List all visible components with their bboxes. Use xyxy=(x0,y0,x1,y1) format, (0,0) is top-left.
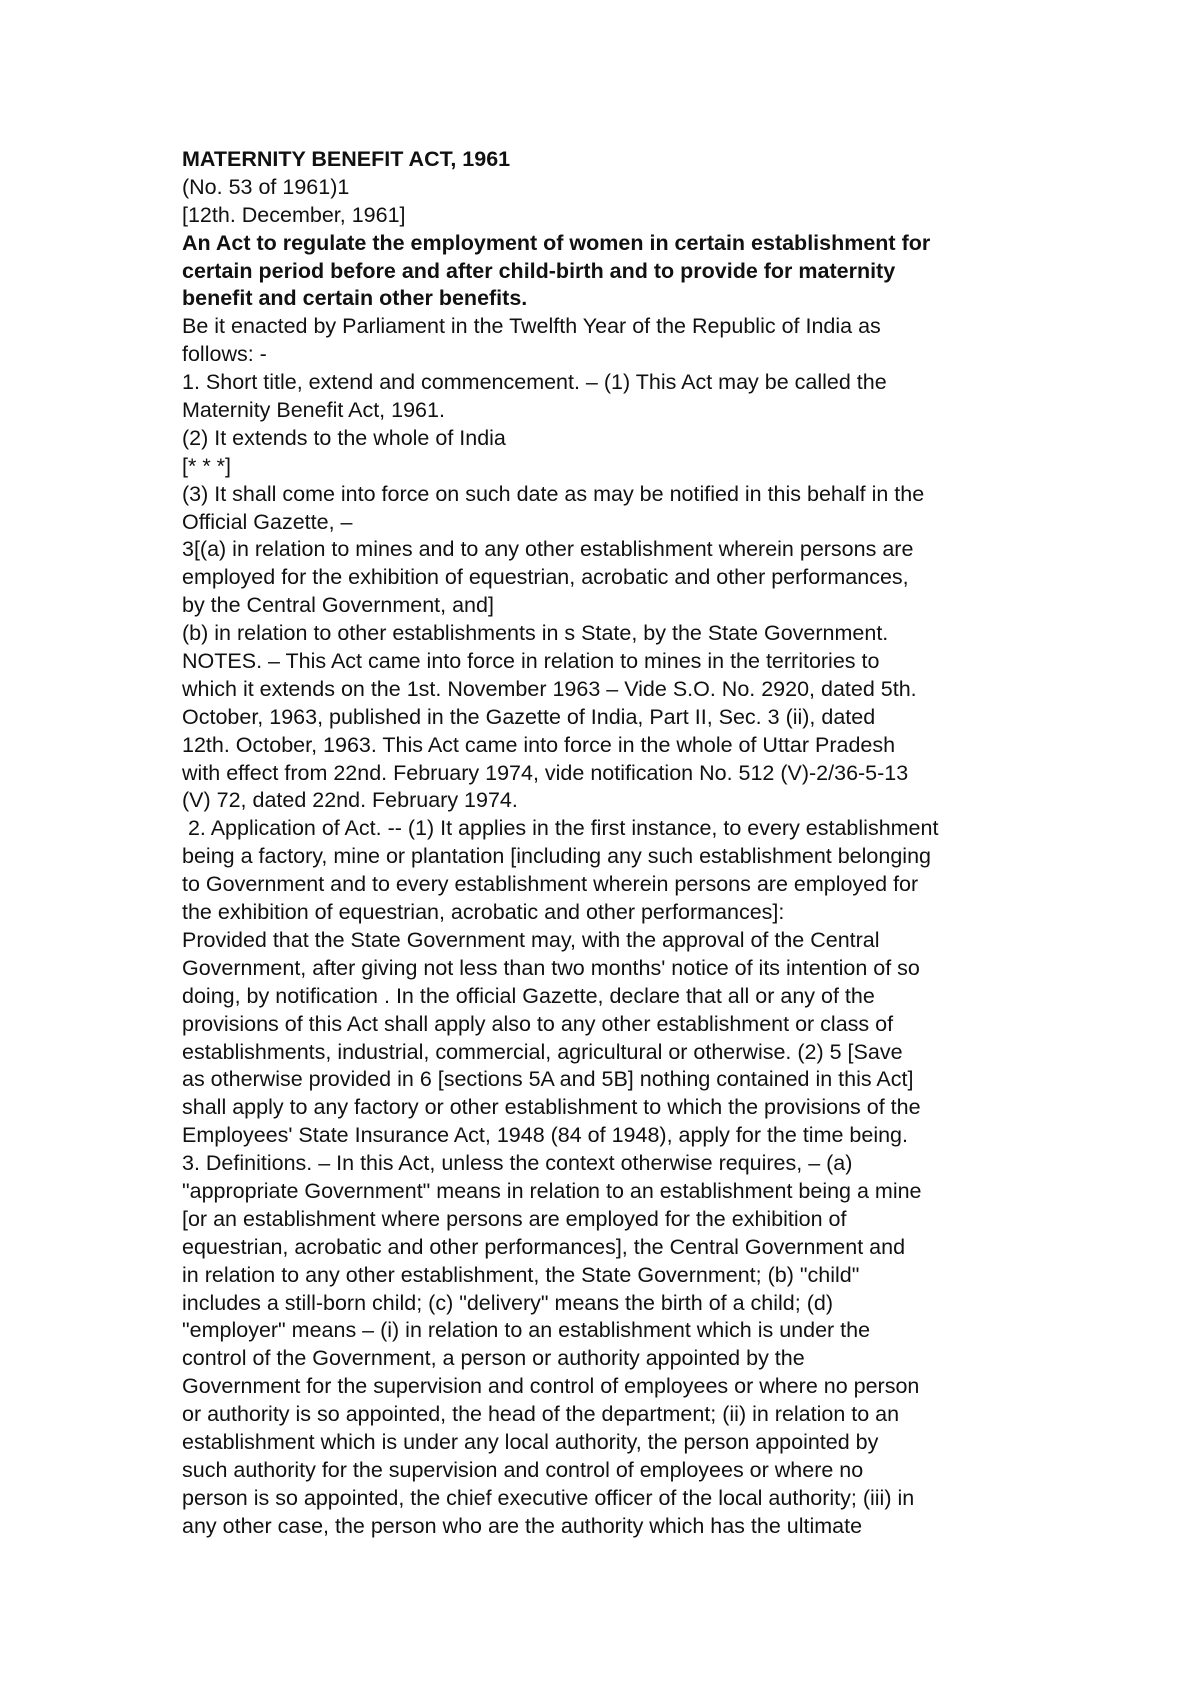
body-text-line: establishment which is under any local authority, the person appointed by xyxy=(182,1429,879,1454)
body-text-line: 3. Definitions. – In this Act, unless the context otherwise requires, – (a) xyxy=(182,1151,853,1176)
body-text-line: 1. Short title, extend and commencement. – (1) This Act may be called the xyxy=(182,370,887,395)
body-text-line: [* * *] xyxy=(182,453,231,478)
body-text-line: Provided that the State Government may, with the approval of the Central xyxy=(182,927,880,952)
body-text-line: Official Gazette, – xyxy=(182,509,353,534)
document-title: MATERNITY BENEFIT ACT, 1961 xyxy=(182,147,511,171)
long-title-line: benefit and certain other benefits. xyxy=(182,286,528,311)
body-text-line: Maternity Benefit Act, 1961. xyxy=(182,398,445,423)
long-title-line: An Act to regulate the employment of women in certain establishment for xyxy=(182,230,931,255)
body-text-line: 12th. October, 1963. This Act came into force in the whole of Uttar Pradesh xyxy=(182,732,896,757)
body-text-line: "employer" means – (i) in relation to an establishment which is under the xyxy=(182,1318,871,1343)
body-text-line: control of the Government, a person or authority appointed by the xyxy=(182,1346,805,1371)
body-text-line: provisions of this Act shall apply also to any other establishment or class of xyxy=(182,1011,894,1036)
body-text-line: (b) in relation to other establishments in s State, by the State Government. xyxy=(182,621,889,646)
body-text-line: the exhibition of equestrian, acrobatic and other performances]: xyxy=(182,900,785,925)
body-text-line: Be it enacted by Parliament in the Twelfth Year of the Republic of India as xyxy=(182,314,881,339)
body-text-line: by the Central Government, and] xyxy=(182,593,494,618)
body-text-line: Employees' State Insurance Act, 1948 (84 of 1948), apply for the time being. xyxy=(182,1123,908,1148)
body-text-line: (2) It extends to the whole of India xyxy=(182,425,506,450)
body-text-line: follows: - xyxy=(182,342,267,367)
body-text-line: "appropriate Government" means in relation to an establishment being a mine xyxy=(182,1178,922,1203)
body-text-line: NOTES. – This Act came into force in relation to mines in the territories to xyxy=(182,649,880,674)
body-text-line: shall apply to any factory or other establishment to which the provisions of the xyxy=(182,1095,921,1120)
body-text-line: establishments, industrial, commercial, agricultural or otherwise. (2) 5 [Save xyxy=(182,1039,903,1064)
body-text-line: [or an establishment where persons are employed for the exhibition of xyxy=(182,1206,847,1231)
body-text-line: (3) It shall come into force on such date as may be notified in this behalf in the xyxy=(182,481,925,506)
body-text-line: October, 1963, published in the Gazette of India, Part II, Sec. 3 (ii), dated xyxy=(182,704,876,729)
body-text-line: Government for the supervision and control of employees or where no person xyxy=(182,1374,920,1399)
body-text-line: employed for the exhibition of equestrian, acrobatic and other performances, xyxy=(182,565,909,590)
body-text-line: being a factory, mine or plantation [including any such establishment belonging xyxy=(182,844,931,869)
document-page xyxy=(182,146,1062,1541)
body-text-line: 3[(a) in relation to mines and to any other establishment wherein persons are xyxy=(182,537,914,562)
body-text-line: any other case, the person who are the authority which has the ultimate xyxy=(182,1513,863,1538)
body-text-line: as otherwise provided in 6 [sections 5A and 5B] nothing contained in this Act] xyxy=(182,1067,914,1092)
body-text-line: equestrian, acrobatic and other performances], the Central Government and xyxy=(182,1234,906,1259)
body-text-line: to Government and to every establishment wherein persons are employed for xyxy=(182,872,919,897)
body-text-line: such authority for the supervision and control of employees or where no xyxy=(182,1457,864,1482)
body-text-line: 2. Application of Act. -- (1) It applies in the first instance, to every establishment xyxy=(182,816,939,841)
body-text-line: doing, by notification . In the official Gazette, declare that all or any of the xyxy=(182,983,875,1008)
long-title-line: certain period before and after child-birth and to provide for maternity xyxy=(182,258,896,283)
act-number: (No. 53 of 1961)1 xyxy=(182,174,350,199)
body-text-line: or authority is so appointed, the head of the department; (ii) in relation to an xyxy=(182,1402,900,1427)
act-date: [12th. December, 1961] xyxy=(182,202,406,227)
body-text-line: Government, after giving not less than two months' notice of its intention of so xyxy=(182,955,920,980)
body-text-line: person is so appointed, the chief executive officer of the local authority; (iii) in xyxy=(182,1485,915,1510)
body-text-line: which it extends on the 1st. November 1963 – Vide S.O. No. 2920, dated 5th. xyxy=(182,676,917,701)
body-text-line: with effect from 22nd. February 1974, vide notification No. 512 (V)-2/36-5-13 xyxy=(182,760,909,785)
document-body xyxy=(182,313,1062,1540)
body-text-line: in relation to any other establishment, the State Government; (b) "child" xyxy=(182,1262,860,1287)
body-text-line: (V) 72, dated 22nd. February 1974. xyxy=(182,788,518,813)
long-title xyxy=(182,230,1062,314)
body-text-line: includes a still-born child; (c) "delivery" means the birth of a child; (d) xyxy=(182,1290,833,1315)
